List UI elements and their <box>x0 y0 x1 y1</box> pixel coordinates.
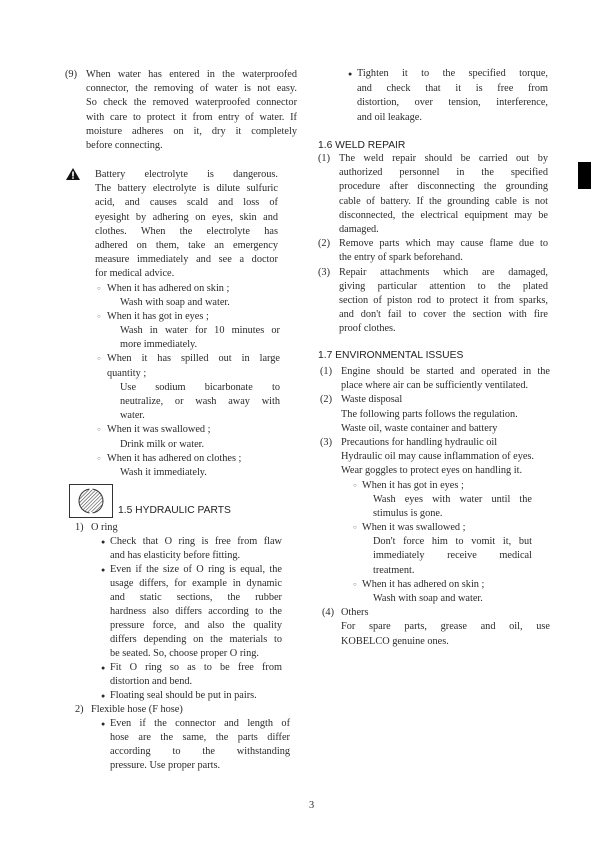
section-heading-environmental: 1.7 ENVIRONMENTAL ISSUES <box>318 350 464 361</box>
text-line: When it has spilled out in large <box>107 353 280 365</box>
text-line: When it has got in eyes ; <box>362 479 464 491</box>
text-line: cable of battery. If the grounding cable is not <box>339 195 548 207</box>
item-number: (4) <box>322 607 335 619</box>
text-line: Repair attachments which are damaged, <box>339 266 548 278</box>
text-line: The following parts follows the regulation. <box>341 408 518 420</box>
text-line: adhered on them, take an emergency <box>95 239 278 251</box>
text-line: Wash with soap and water. <box>120 296 230 308</box>
circle-bullet-icon: ○ <box>97 313 101 320</box>
section-heading-hydraulic: 1.5 HYDRAULIC PARTS <box>118 505 231 516</box>
text-line: hose are the same, the parts differ <box>110 732 290 743</box>
text-line: Wash eyes with water until the <box>373 493 532 505</box>
text-line: When it has adhered on skin ; <box>107 282 230 294</box>
text-line: Hydraulic oil may cause inflammation of eyes. <box>341 451 535 463</box>
first-aid-item <box>0 521 604 578</box>
text-line: When it was swallowed ; <box>362 522 466 534</box>
text-line: neutralize, or wash away with <box>120 396 280 407</box>
text-line: and check that it is free from <box>357 82 548 94</box>
text-line: quantity ; <box>107 367 147 379</box>
item-number: 1) <box>75 522 84 533</box>
text-line: stimulus is gone. <box>373 507 443 519</box>
numbered-item <box>0 152 604 237</box>
text-line: Flexible hose (F hose) <box>91 704 183 715</box>
bullet-icon: ● <box>101 692 106 700</box>
item-number: (1) <box>318 153 331 164</box>
item-number: (1) <box>320 366 333 377</box>
text-line: treatment. <box>373 564 415 576</box>
item-number: 2) <box>75 704 84 715</box>
text-line: Engine should be started and operated in the <box>341 366 550 377</box>
text-line: Others <box>341 607 369 619</box>
numbered-item <box>0 606 604 649</box>
text-line: Wash in water for 10 minutes or <box>120 325 280 337</box>
bullet-icon: ● <box>101 566 106 574</box>
text-line: Remove parts which may cause flame due to <box>339 238 548 250</box>
text-line: O ring <box>91 522 118 533</box>
text-line: giving particular attention to the plated <box>339 280 548 292</box>
text-line: for medical advice. <box>95 268 175 280</box>
numbered-item <box>0 436 604 479</box>
circle-bullet-icon: ○ <box>353 525 357 532</box>
text-line: Precautions for handling hydraulic oil <box>341 436 498 448</box>
text-line: distortion, over tension, interference, <box>357 97 548 109</box>
text-line: and has elasticity before fitting. <box>110 550 241 561</box>
text-line: moisture adheres on it, dry it completely <box>86 125 297 137</box>
text-line: be seated. So, choose proper O ring. <box>110 648 259 659</box>
text-line: Waste disposal <box>341 394 403 406</box>
text-line: Check that O ring is free from flaw <box>110 536 282 547</box>
text-line: Wash it immediately. <box>120 466 207 478</box>
bullet-item <box>0 689 604 703</box>
text-line: For spare parts, grease and oil, use <box>341 621 550 633</box>
bullet-icon: ● <box>101 720 106 728</box>
text-line: Wash with soap and water. <box>373 593 483 604</box>
text-line: When it was swallowed ; <box>107 424 211 436</box>
text-line: So check the removed waterproofed connector <box>86 97 297 109</box>
text-line: Wear goggles to protect eyes on handling it. <box>341 465 523 477</box>
item-number: (2) <box>318 238 331 250</box>
text-line: more immediately. <box>120 339 198 351</box>
text-line: according to the withstanding <box>110 746 290 757</box>
section-heading-weld: 1.6 WELD REPAIR <box>318 140 406 151</box>
text-line: distortion and bend. <box>110 676 193 687</box>
item-number: (9) <box>65 69 78 80</box>
bullet-icon: ● <box>101 538 106 546</box>
text-line: disconnected, the electrical equipment may be <box>339 209 548 221</box>
text-line: eyesight by adhering on eyes, skin and <box>95 211 278 223</box>
text-line: When water has entered in the waterproofed <box>86 69 297 80</box>
text-line: with care to protect it from entry of water. If <box>86 111 297 123</box>
text-line: Even if the connector and length of <box>110 718 290 729</box>
text-line: The battery electrolyte is dilute sulfuric <box>95 183 278 195</box>
text-line: proof clothes. <box>339 323 396 335</box>
bullet-icon: ● <box>348 70 353 78</box>
text-line: When it has got in eyes ; <box>107 310 209 322</box>
circle-bullet-icon: ○ <box>97 455 101 462</box>
text-line: Waste oil, waste container and battery <box>341 422 498 434</box>
text-line: and don't fail to cover the section with fire <box>339 309 548 321</box>
text-line: Fit O ring so as to be free from <box>110 662 282 673</box>
text-line: measure immediately and see a doctor <box>95 254 278 266</box>
text-line: clothes. When the electrolyte has <box>95 225 278 237</box>
numbered-item <box>0 266 604 337</box>
continued-bullets <box>0 67 604 125</box>
text-line: The weld repair should be carried out by <box>339 153 548 164</box>
text-line: Battery electrolyte is dangerous. <box>95 169 278 180</box>
page-number: 3 <box>309 800 315 811</box>
text-line: KOBELCO genuine ones. <box>341 635 449 647</box>
item-number: (3) <box>320 436 333 448</box>
item-number: (3) <box>318 266 331 278</box>
circle-bullet-icon: ○ <box>97 356 101 363</box>
text-line: and oil leakage. <box>357 111 422 123</box>
text-line: before connecting. <box>86 139 163 151</box>
numbered-item <box>0 393 604 436</box>
circle-bullet-icon: ○ <box>353 482 357 489</box>
bullet-item <box>0 661 604 689</box>
circle-bullet-icon: ○ <box>97 427 101 434</box>
bullet-item <box>0 717 604 773</box>
text-line: section of piston rod to protect it from sparks, <box>339 294 548 306</box>
text-line: Drink milk or water. <box>120 438 205 450</box>
text-line: water. <box>120 410 145 422</box>
text-line: and static sections, the rubber <box>110 592 282 603</box>
first-aid-item <box>0 578 604 606</box>
item-number: (2) <box>320 394 333 406</box>
text-line: When it has adhered on skin ; <box>362 578 485 590</box>
text-line: hardness also differs according to the <box>110 606 282 617</box>
text-line: procedure after disconnecting the grounding <box>339 181 548 193</box>
numbered-item <box>0 365 604 393</box>
text-line: differs depending on the materials to <box>110 634 282 645</box>
text-line: place where air can be sufficiently ventilated. <box>341 380 529 392</box>
text-line: damaged. <box>339 223 379 235</box>
text-line: authorized personnel in the specified <box>339 167 548 179</box>
text-line: usage differs, for example in dynamic <box>110 578 282 589</box>
text-line: Floating seal should be put in pairs. <box>110 690 257 701</box>
weld-repair-items <box>0 152 604 336</box>
subsection-title <box>0 703 604 717</box>
text-line: the entry of spark beforehand. <box>339 252 463 264</box>
first-aid-item <box>0 479 604 522</box>
text-line: connector, the removing of water is not easy. <box>86 83 297 95</box>
text-line: When it has adhered on clothes ; <box>107 452 242 464</box>
numbered-item <box>0 237 604 265</box>
text-line: Use sodium bicarbonate to <box>120 381 280 393</box>
environmental-items <box>0 365 604 649</box>
text-line: Don't force him to vomit it, but <box>373 536 532 548</box>
text-line: acid, and causes scald and loss of <box>95 197 278 209</box>
text-line: Even if the size of O ring is equal, the <box>110 564 282 575</box>
text-line: Tighten it to the specified torque, <box>357 68 548 79</box>
circle-bullet-icon: ○ <box>353 581 357 588</box>
bullet-item <box>0 67 604 125</box>
text-line: pressure force, and also the quality <box>110 620 282 631</box>
text-line: pressure. Use proper parts. <box>110 760 221 771</box>
text-line: immediately receive medical <box>373 550 532 562</box>
bullet-icon: ● <box>101 664 106 672</box>
circle-bullet-icon: ○ <box>97 285 101 292</box>
